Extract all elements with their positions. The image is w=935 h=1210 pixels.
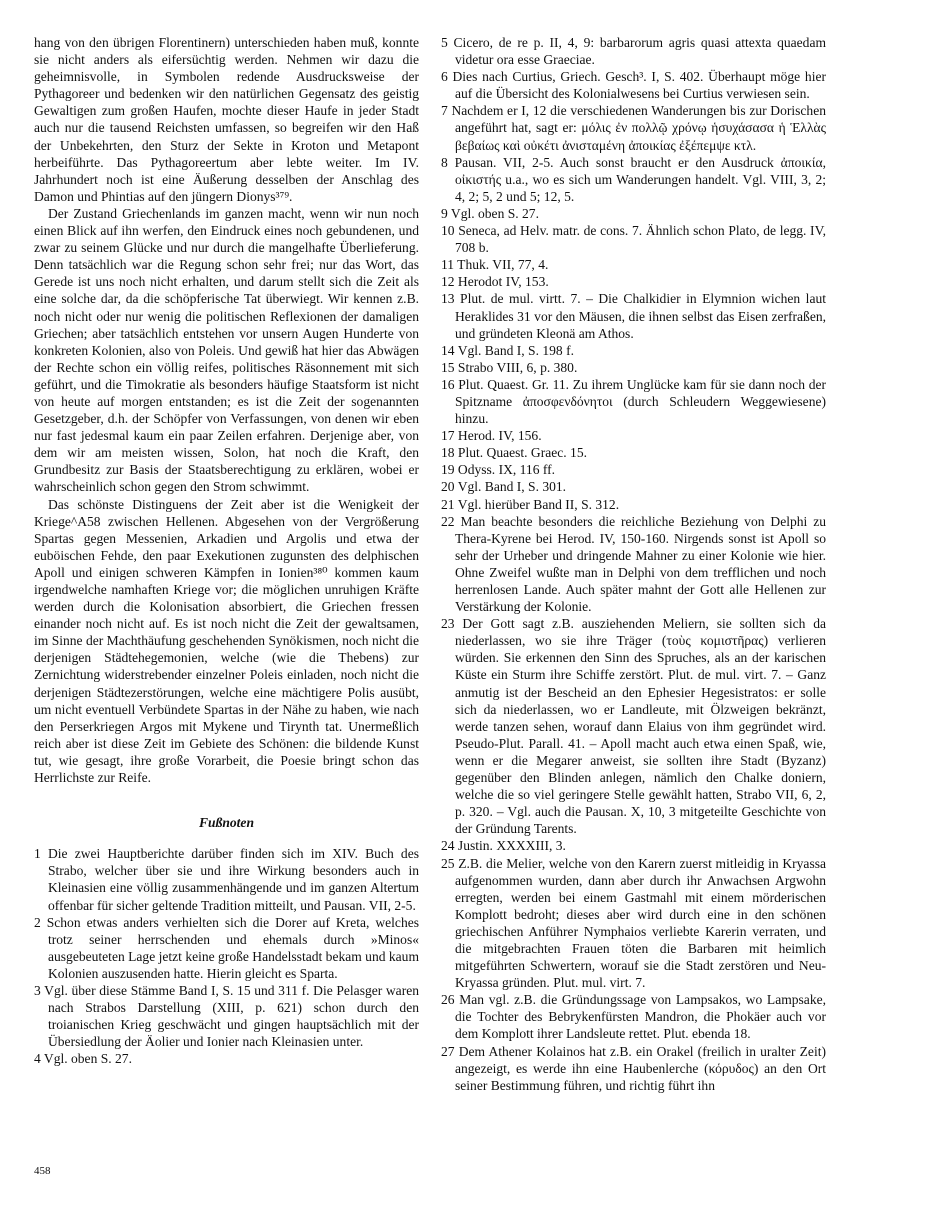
footnote: 4 Vgl. oben S. 27.: [34, 1051, 132, 1067]
footnote: 23 Der Gott sagt z.B. ausziehenden Meliern, sie sollten sich da niederlassen, wo sie ihre Träger (τοὺς κομιστῆρας) verlieren würden. Sie erkennen den Sinn des Spruches, als an der karischen Küste ein Sturm ihre Schiffe zerstört. Plut. de mul. virt. 7. – Ganz anmutig ist der Bescheid an den Ephesier Hegesistratos: er solle sich da niederlassen, wo er Landleute, mit Ölzweigen bekränzt, werde tanzen sehen, worauf dann Elaius von ihm gegründet wird. Pseudo-Plut. Parall. 41. – Apoll macht auch etwa einen Spaß, wie, wenn er die Megarer anweist, sie sollten ihre Stadt (Byzanz) gegenüber den Blinden anlegen, nämlich den Chalke doniern, welche die so viel geringere Stelle gewählt hatten, Strabo VII, 6, 2, p. 320. – Vgl. auch die Pausan. X, 10, 3 mitgeteilte Geschichte von der Gründung Tarents.: [441, 616, 826, 837]
footnote: 25 Z.B. die Melier, welche von den Karern zuerst mitleidig in Kryassa aufgenommen wurden, dann aber durch ihr Anwachsen Argwohn erregten, werden bei einem Gastmahl mit einem mörderischen Komplott bedroht; dieses aber wird durch eine in den schönen griechischen Anführer Nymphaios verliebte Karerin verraten, und die mitgebrachten Frauen töten die Barbaren mit heimlich mitgeführten Schwertern, worauf sie die Stadt zerstören und Neu-Kryassa gründen. Plut. mul. virt. 7.: [441, 855, 826, 991]
footnote: 12 Herodot IV, 153.: [441, 274, 549, 290]
body-paragraph: Der Zustand Griechenlands im ganzen macht, wenn wir nun noch einen Blick auf ihn werfen, den Eindruck eines noch gebundenen, und zwar zu seinem Glücke und nur durch die mangelhafte Überlieferung. Denn tatsächlich war die Regung schon sehr frei; nur das Wort, das Gerede ist uns noch nicht erhalten, und darum stellt sich die Zeit als eine solche dar, da die schöpferische Tat überwiegt. Wir kennen z.B. noch nicht oder nur wenig die politischen Reflexionen der damaligen Griechen; aber tatsächlich entstehen vor unsern Augen Hunderte von konkreten Kolonien, also von Poleis. Und gewiß hat hier das Abwägen der Rechte schon ein völlig reifes, politisches Räsonnement mit sich geführt, und die Timokratie als besonders häufige Staatsform ist nicht von heute auf morgen entstanden; es ist die Zeit der sogenannten Gesetzgeber, d.h. der Schöpfer von Verfassungen, von denen wir eben nur fast jedesmal kaum ein paar Zeilen erfahren. Derjenige aber, von dem wir am meisten wissen, Solon, hat noch die Kraft, den Grundbesitz zur Basis der Staatsberechtigung zu erklären, wobei er wahrscheinlich schon gegen den Strom schwimmt.: [34, 205, 419, 495]
footnote: 21 Vgl. hierüber Band II, S. 312.: [441, 496, 620, 512]
footnote: 14 Vgl. Band I, S. 198 f.: [441, 342, 574, 358]
body-paragraph: hang von den übrigen Florentinern) unterschieden haben muß, konnte sie nicht anders als eifersüchtig werden. Nehmen wir dazu die geheimnisvolle, in Symbolen redende Ausdrucksweise der Pythagoreer und bedenken wir den natürlichen Gegensatz des geistig Gewaltigen zum großen Haufen, mochte dieser Haufe in jeder Stadt auch nur die tausend Reichsten umfassen, so begreifen wir den Haß der Unbekehrten, den Sturz der Sekte in Kroton und Metapont herbeiführte. Das Pythagoreertum aber lebte weiter. Im IV. Jahrhundert noch ist eine Äußerung desselben der Anschlag des Damon und Phintias auf den jüngern Dionys³⁷⁹.: [34, 35, 419, 204]
footnote: 17 Herod. IV, 156.: [441, 428, 542, 444]
footnote: 7 Nachdem er I, 12 die verschiedenen Wanderungen bis zur Dorischen angeführt hat, sagt er: μόλις ἐν πολλῷ χρόνῳ ἡσυχάσασα ἡ Ἑλλὰς βεβαίως καὶ οὐκέτι ἀνισταμένη ἀποικίας ἐξέπεμψε κτλ.: [441, 103, 826, 153]
body-paragraph: Das schönste Distinguens der Zeit aber ist die Wenigkeit der Kriege^A58 zwischen Hellenen. Abgesehen von der Vergrößerung Spartas gegen Messenien, Arkadien und Argolis und etwa der euböischen Fehde, den paar Exekutionen zugunsten des delphischen Apoll und einigen schweren Kämpfen in Ionien³⁸⁰ kommen kaum irgendwelche namhaften Kriege vor; die möglichen unruhigen Kräfte werden durch die Kolonisation absorbiert, die Griechen fressen einander noch nicht auf. Es ist noch nicht die Zeit der gewaltsamen, im Sinne der Machthäufung geschehenden Synökismen, noch nicht die derjenigen Städtehegemonien, welche (wie die Thebens) zur Zernichtung widerstrebender einzelner Poleis einladen, noch nicht die derjenigen Städtezerstörungen, welche eine mächtigere Polis ausübt, um nicht eventuell Verbündete Spartas in der Nähe zu haben, wie nach den Perserkriegen Argos mit Mykene und Tirynth tat. Unermeßlich reich aber ist diese Zeit im Gebiete des Schönen: die bildende Kunst tut, wie gesagt, ihre große Vorarbeit, die Poesie bringt schon das Herrlichste zur Reife.: [34, 496, 419, 786]
footnote: 10 Seneca, ad Helv. matr. de cons. 7. Ähnlich schon Plato, de legg. IV, 708 b.: [441, 223, 826, 256]
footnotes-heading: Fußnoten: [199, 815, 254, 831]
footnote: 19 Odyss. IX, 116 ff.: [441, 462, 556, 478]
footnote: 8 Pausan. VII, 2-5. Auch sonst braucht er den Ausdruck ἀποικία, οἰκιστής u.a., wo es sich um Wanderungen handelt. Vgl. VIII, 3, 2; 4, 2; 5, 2 und 5; 12, 5.: [441, 154, 826, 204]
footnote: 26 Man vgl. z.B. die Gründungssage von Lampsakos, wo Lampsake, die Tochter des Bebrykenfürsten Mandron, die Phokäer auch vor dem Komplott ihrer Landsleute rettet. Plut. ebenda 18.: [441, 992, 826, 1042]
footnote: 9 Vgl. oben S. 27.: [441, 205, 539, 221]
footnote: 2 Schon etwas anders verhielten sich die Dorer auf Kreta, welches trotz seiner herrschenden und ehemals durch »Minos« ausgebeuteten Lage jetzt keine große Handelsstadt bekam und kaum Kolonien auszusenden hatte. Hierin gleicht es Sparta.: [34, 914, 419, 981]
footnote: 18 Plut. Quaest. Graec. 15.: [441, 445, 587, 461]
footnote: 1 Die zwei Hauptberichte darüber finden sich im XIV. Buch des Strabo, welcher über sie und ihre Wirkung besonders auch in Kleinasien eine völlig zusammenhängende und im ganzen Altertum offenbar für sicher geltende Tradition mitteilt, und Pausan. VII, 2-5.: [34, 846, 419, 913]
footnote: 24 Justin. XXXXIII, 3.: [441, 838, 566, 854]
right-column: [441, 34, 826, 1094]
footnote: 13 Plut. de mul. virtt. 7. – Die Chalkidier in Elymnion wichen laut Heraklides 31 vor den Mäusen, die ihnen selbst das Eisen zerfraßen, und gründeten Kleonä am Athos.: [441, 291, 826, 341]
footnote: 27 Dem Athener Kolainos hat z.B. ein Orakel (freilich in uralter Zeit) angezeigt, es werde ihn eine Haubenlerche (κόρυδος) an den Ort seiner Bestimmung führen, und richtig führt ihn: [441, 1043, 826, 1093]
footnote: 3 Vgl. über diese Stämme Band I, S. 15 und 311 f. Die Pelasger waren nach Strabos Darstellung (XIII, p. 621) schon durch den troianischen Krieg geschwächt und gingen hauptsächlich mit der Übersiedlung der Äolier und Ionier nach Kleinasien unter.: [34, 982, 419, 1050]
left-column: [34, 34, 419, 1067]
footnote: 16 Plut. Quaest. Gr. 11. Zu ihrem Unglücke kam für sie dann noch der Spitzname ἀποσφενδόνητοι (durch Schleudern Weggewiesene) hinzu.: [441, 376, 826, 427]
page-number: 458: [34, 1165, 51, 1177]
footnote: 5 Cicero, de re p. II, 4, 9: barbarorum agris quasi attexta quaedam videtur ora esse Graeciae.: [441, 35, 826, 68]
footnote: 22 Man beachte besonders die reichliche Beziehung von Delphi zu Thera-Kyrene bei Herod. IV, 150-160. Nirgends sonst ist Apoll so sehr der Urheber und dringende Mahner zu einer Kolonie wie hier. Ohne Zweifel wußte man in Delphi von dem trefflichen und noch herrenlosen Lande. Auch später mahnt der Gott alle Hellenen zur Verstärkung der Kolonie.: [441, 513, 826, 615]
footnote: 15 Strabo VIII, 6, p. 380.: [441, 359, 578, 375]
footnote: 6 Dies nach Curtius, Griech. Gesch³. I, S. 402. Überhaupt möge hier auf die Übersicht des Kolonialwesens bei Curtius verwiesen sein.: [441, 69, 826, 102]
footnote: 20 Vgl. Band I, S. 301.: [441, 479, 567, 495]
footnote: 11 Thuk. VII, 77, 4.: [441, 257, 549, 273]
